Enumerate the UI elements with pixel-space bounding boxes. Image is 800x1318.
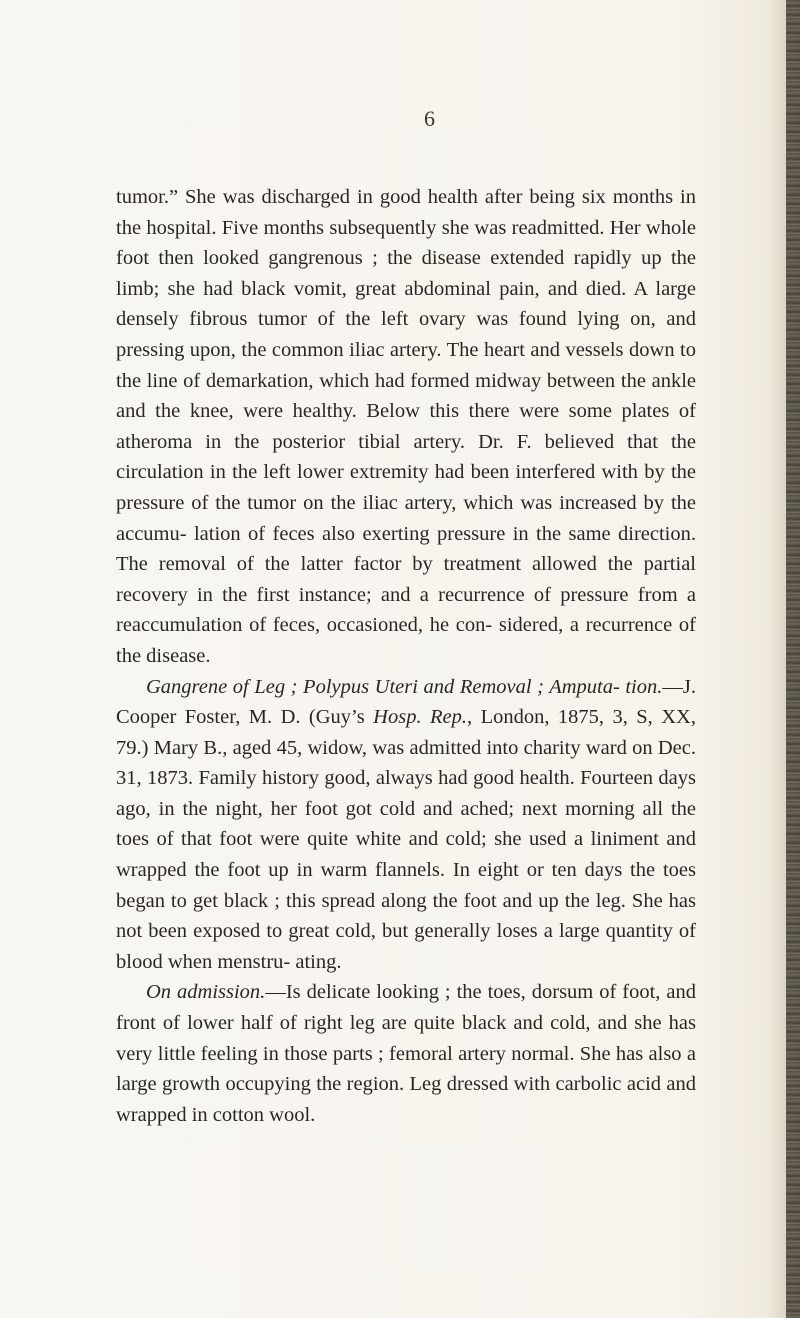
paragraph-case-foster bbox=[116, 672, 696, 978]
admission-text: —Is delicate looking ; the toes, dorsum of foot, and front of lower half of right leg are quite black and cold, and she has very little feeling in those parts ; femoral artery normal. She has also a large growth occupying the region. Leg dressed with carbolic acid and wrapped in cotton wool. bbox=[116, 981, 696, 1126]
admission-heading: On admission. bbox=[146, 981, 266, 1004]
page-edge-binding bbox=[786, 0, 800, 1318]
paragraph-discharge: tumor.” She was discharged in good health after being six months in the hospital. Five months subsequently she was readmitted. Her whole foot then looked gangrenous ; the disease extended rapidly up the limb; she had black vomit, great abdominal pain, and died. A large densely fibrous tumor of the left ovary was found lying on, and pressing upon, the common iliac artery. The heart and vessels down to the line of demarkation, which had formed midway between the ankle and the knee, were healthy. Below this there were some plates of atheroma in the posterior tibial artery. Dr. F. believed that the circulation in the left lower extremity had been interfered with by the pressure of the tumor on the iliac artery, which was increased by the accumu- lation of feces also exerting pressure in the same direction. The removal of the latter factor by treatment allowed the partial recovery in the first instance; and a recurrence of pressure from a reaccumulation of feces, occasioned, he con- sidered, a recurrence of the disease. bbox=[116, 186, 696, 667]
page-number: 6 bbox=[424, 106, 436, 131]
paragraph-admission bbox=[116, 977, 696, 1130]
case-history: , London, 1875, 3, S, XX, 79.) Mary B., aged 45, widow, was admitted into charity ward on Dec. 31, 1873. Family history good, always had good health. Fourteen days ago, in the night, her foot got cold and ached; next morning all the toes of that foot were quite white and cold; she used a liniment and wrapped the foot up in warm flannels. In eight or ten days the toes began to get black ; this spread along the foot and up the leg. She has not been exposed to great cold, but generally loses a large quantity of blood when menstru- ating. bbox=[116, 706, 696, 973]
case-title: Gangrene of Leg ; Polypus Uteri and Removal ; Amputa- tion. bbox=[146, 675, 663, 698]
body-text bbox=[116, 182, 696, 1130]
journal-name: Hosp. Rep. bbox=[373, 706, 468, 729]
case-author: —J. Cooper Foster, M. D. (Guy’s bbox=[116, 675, 696, 729]
